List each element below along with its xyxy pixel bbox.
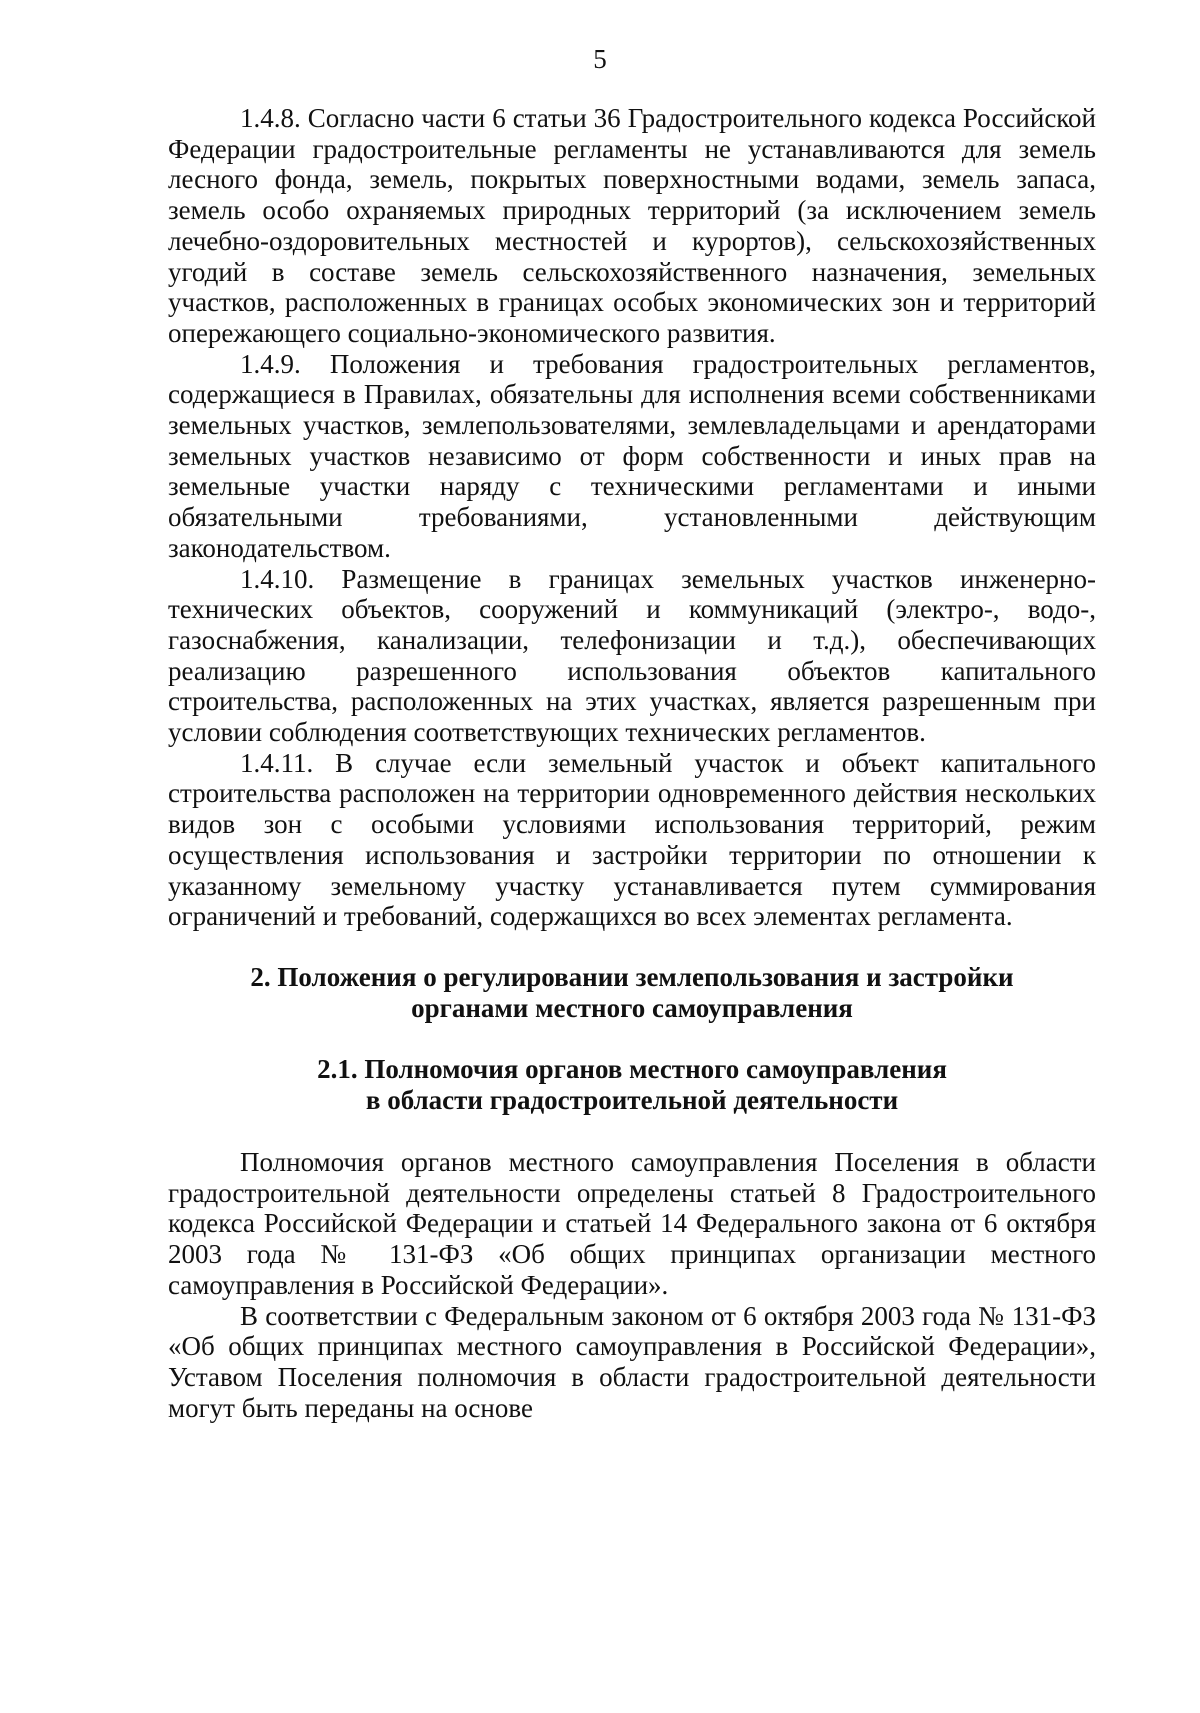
document-body xyxy=(168,103,1096,1423)
paragraph-1-4-11: 1.4.11. В случае если земельный участок и объект капитального строительства расположен на территории одновременного действия нескольких видов зон с особыми условиями использования территорий, режим осуществления использования и застройки территории по отношении к указанному земельному участку устанавливается путем суммирования ограничений и требований, содержащихся во всех элементах регламента. xyxy=(168,747,1096,932)
section-2-heading-line-1: 2. Положения о регулировании землепользования и застройки xyxy=(250,961,1014,992)
paragraph-1-4-9: 1.4.9. Положения и требования градостроительных регламентов, содержащиеся в Правилах, обязательны для исполнения всеми собственниками земельных участков, землепользователями, землевладельцами и арендаторами земельных участков независимо от форм собственности и иных прав на земельные участки наряду с техническими регламентами и иными обязательными требованиями, установленными действующим законодательством. xyxy=(168,348,1096,563)
section-2-1-heading xyxy=(168,1054,1096,1116)
section-2-heading-line-2: органами местного самоуправления xyxy=(411,992,853,1023)
section-2-heading xyxy=(168,962,1096,1024)
page-number: 5 xyxy=(593,44,607,74)
paragraph-1-4-10: 1.4.10. Размещение в границах земельных участков инженерно-технических объектов, сооружений и коммуникаций (электро-, водо-, газоснабжения, канализации, телефонизации и т.д.), обеспечивающих реализацию разрешенного использования объектов капитального строительства, расположенных на этих участках, является разрешенным при условии соблюдения соответствующих технических регламентов. xyxy=(168,563,1096,748)
section-2-1-heading-line-2: в области градостроительной деятельности xyxy=(365,1084,899,1115)
paragraph-accordance: В соответствии с Федеральным законом от 6 октября 2003 года № 131-ФЗ «Об общих принципах местного самоуправления в Российской Федерации», Уставом Поселения полномочия в области градостроительной деятельности могут быть переданы на основе xyxy=(168,1300,1096,1423)
section-2-1-heading-line-1: 2.1. Полномочия органов местного самоуправления xyxy=(317,1053,947,1084)
paragraph-1-4-8: 1.4.8. Согласно части 6 статьи 36 Градостроительного кодекса Российской Федерации градостроительные регламенты не устанавливаются для земель лесного фонда, земель, покрытых поверхностными водами, земель запаса, земель особо охраняемых природных территорий (за исключением земель лечебно-оздоровительных местностей и курортов), сельскохозяйственных угодий в составе земель сельскохозяйственного назначения, земельных участков, расположенных в границах особых экономических зон и территорий опережающего социально-экономического развития. xyxy=(168,103,1096,348)
paragraph-powers: Полномочия органов местного самоуправления Поселения в области градостроительной деятельности определены статьей 8 Градостроительного кодекса Российской Федерации и статьей 14 Федерального закона от 6 октября 2003 года № 131-ФЗ «Об общих принципах организации местного самоуправления в Российской Федерации». xyxy=(168,1146,1096,1300)
